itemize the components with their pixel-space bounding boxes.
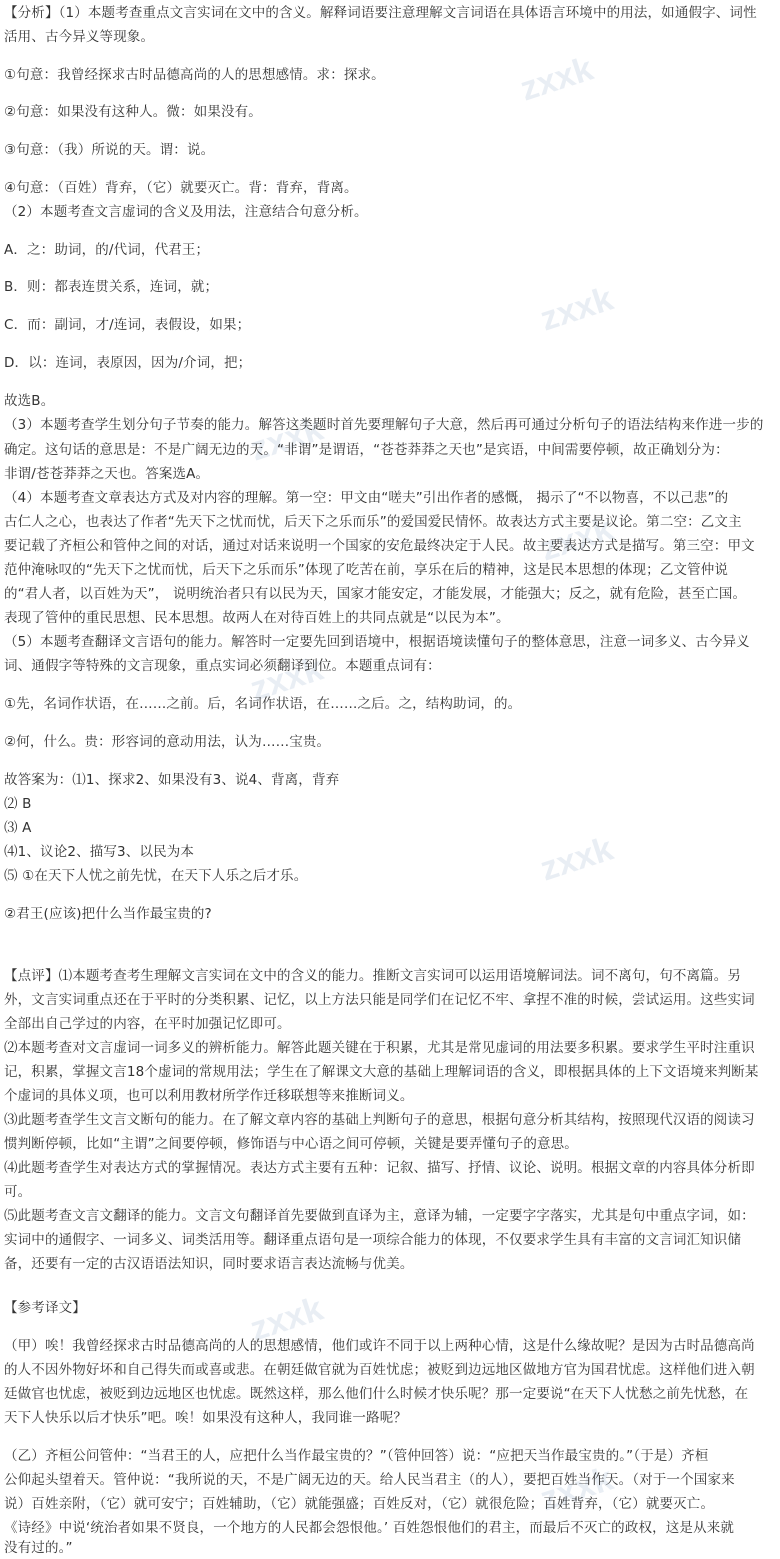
- watermark: zxxk: [515, 49, 598, 109]
- watermark: zxxk: [535, 509, 618, 569]
- text-line: 的人不因外物好坏和自己得失而或喜或悲。在朝廷做官就为百姓忧虑；被贬到边远地区做地方官为国君忧虑。这样他们进入朝: [4, 1362, 755, 1378]
- text-line: 活用、古今异义等现象。: [4, 29, 155, 45]
- option-b: B．则：都表连贯关系，连词，就；: [4, 279, 219, 295]
- text-line: （乙）齐桓公问管仲：“当君王的人，应把什么当作最宝贵的？”（管仲回答）说：“应把天当作最宝贵的。”（于是）齐桓: [4, 1448, 709, 1464]
- answer-line: ⑸ ①在天下人忧之前先忧，在天下人乐之后才乐。: [4, 868, 308, 884]
- option-c: C．而：副词，才/连词，表假设，如果；: [4, 317, 251, 333]
- text-line: ②句意：如果没有这种人。微：如果没有。: [4, 104, 262, 120]
- text-line: ③句意：（我）所说的天。谓：说。: [4, 142, 215, 158]
- text-line: 《诗经》中说‘统治者如果不贤良，一个地方的人民都会怨恨他。’ 百姓怨恨他们的君主，而最后不灭亡的政权，这是从来就: [4, 1520, 735, 1536]
- text-line: 公仰起头望着天。管仲说：“我所说的天，不是广阔无边的天。给人民当君主（的人），要把百姓当作天。（对于一个国家来: [4, 1472, 735, 1488]
- text-line: ①句意：我曾经探求古时品德高尚的人的思想感情。求：探求。: [4, 67, 385, 83]
- watermark: zxxk: [535, 279, 618, 339]
- watermark: zxxk: [245, 1289, 328, 1349]
- text-line: 范仲淹咏叹的“先天下之忧而忧，后天下之乐而乐”体现了吃苦在前，享乐在后的精神，这是民本思想的体现；乙文管仲说: [4, 562, 729, 578]
- text-line: 个虚词的具体义项，也可以利用教材所学作迁移联想等来推断词义。: [4, 1088, 414, 1104]
- text-line: 记，积累，掌握文言18个虚词的常规用法；学生在了解课文大意的基础上理解词语的含义，即根据具体的上下文语境来判断某: [4, 1064, 759, 1080]
- text-line: ⑵本题考查对文言虚词一词多义的辨析能力。解答此题关键在于积累，尤其是常见虚词的用法要多积累。要求学生平时注重识: [4, 1040, 755, 1056]
- text-line: 惯判断停顿，比如“主谓”之间要停顿，修饰语与中心语之间可停顿，关键是要弄懂句子的意思。: [4, 1136, 578, 1152]
- text-line: 可。: [4, 1184, 32, 1200]
- text-line: 非谓/苍苍莽莽之天也。答案选A。: [4, 466, 210, 482]
- text-line: 故选B。: [4, 393, 55, 409]
- text-line: （3）本题考查学生划分句子节奏的能力。解答这类题时首先要理解句子大意，然后再可通过分析句子的语法结构来作进一步的: [4, 417, 764, 433]
- text-line: 全部出自己学过的内容，在平时加强记忆即可。: [4, 1016, 291, 1032]
- text-line: 天下人快乐以后才快乐”吧。唉！如果没有这种人，我同谁一路呢？: [4, 1410, 407, 1426]
- text-line: 备，还要有一定的古汉语语法知识，同时要求语言表达流畅与优美。: [4, 1256, 414, 1272]
- text-line: 古仁人之心，也表达了作者“先天下之忧而忧，后天下之乐而乐”的爱国爱民情怀。故表达方式主要是议论。第二空：乙文主: [4, 514, 742, 530]
- text-line: ⑶此题考查学生文言文断句的能力。在了解文章内容的基础上判断句子的意思，根据句意分析其结构，按照现代汉语的阅读习: [4, 1112, 755, 1128]
- comment-heading-line: 【点评】⑴本题考查考生理解文言实词在文中的含义的能力。推断文言实词可以运用语境解词法。词不离句，句不离篇。另: [4, 968, 742, 984]
- watermark: zxxk: [245, 649, 328, 709]
- text-line: 说）百姓亲附，（它）就可安宁；百姓辅助，（它）就能强盛；百姓反对，（它）就很危险；百姓背弃，（它）就要灭亡。: [4, 1496, 715, 1512]
- answer-line: ⑵ B: [4, 796, 32, 812]
- option-a: A．之：助词，的/代词，代君王；: [4, 242, 210, 258]
- text-line: 词、通假字等特殊的文言现象，重点实词必须翻译到位。本题重点词有：: [4, 658, 441, 674]
- watermark: zxxk: [535, 1459, 618, 1519]
- option-d: D．以：连词，表原因，因为/介词，把；: [4, 355, 252, 371]
- text-line: 确定。这句话的意思是：不是广阔无边的天。“非谓”是谓语，“苍苍莽莽之天也”是宾语，中间需要停顿，故正确划分为：: [4, 442, 729, 458]
- text-line: ②何，什么。贵：形容词的意动用法，认为……宝贵。: [4, 734, 331, 750]
- text-line: （4）本题考查文章表达方式及对内容的理解。第一空：甲文由“嗟夫”引出作者的感慨， 揭示了“不以物喜，不以己悲”的: [4, 490, 729, 506]
- text-line: （甲）唉！我曾经探求古时品德高尚的人的思想感情，他们或许不同于以上两种心情，这是什么缘故呢？是因为古时品德高尚: [4, 1338, 755, 1354]
- answer-line: ⑶ A: [4, 820, 32, 836]
- text-line: ④句意：（百姓）背弃，（它）就要灭亡。背：背弃，背离。: [4, 180, 358, 196]
- text-line: ⑸此题考查文言文翻译的能力。文言文句翻译首先要做到直译为主，意译为辅，一定要字字落实，尤其是句中重点字词，如：: [4, 1208, 755, 1224]
- text-line: 的“君人者，以百姓为天”， 说明统治者只有以民为天，国家才能安定，才能发展，才能强大；反之，就有危险，甚至亡国。: [4, 586, 747, 602]
- text-line: ⑷此题考查学生对表达方式的掌握情况。表达方式主要有五种：记叙、描写、抒情、议论、说明。根据文章的内容具体分析即: [4, 1160, 755, 1176]
- text-line: 外，文言实词重点还在于平时的分类积累、记忆，以上方法只能是同学们在记忆不牢、拿捏不准的时候，尝试运用。这些实词: [4, 992, 755, 1008]
- text-line: 没有过的。”: [4, 1540, 73, 1556]
- text-line: 实词中的通假字、一词多义、词类活用等。翻译重点语句是一项综合能力的体现，不仅要求学生具有丰富的文言词汇知识储: [4, 1232, 742, 1248]
- text-line: （5）本题考查翻译文言语句的能力。解答时一定要先回到语境中，根据语境读懂句子的整体意思，注意一词多义、古今异义: [4, 634, 750, 650]
- watermark: zxxk: [535, 829, 618, 889]
- analysis-heading-line: 【分析】（1）本题考查重点文言实词在文中的含义。解释词语要注意理解文言词语在具体语言环境中的用法，如通假字、词性: [4, 5, 757, 21]
- text-line: 表现了管仲的重民思想、民本思想。故两人在对待百姓上的共同点就是“以民为本”。: [4, 610, 510, 626]
- translation-heading: 【参考译文】: [4, 1300, 86, 1316]
- text-line: ①先，名词作状语，在……之前。后，名词作状语，在……之后。之，结构助词，的。: [4, 696, 522, 712]
- text-line: 廷做官也忧虑，被贬到边远地区也忧虑。既然这样，那么他们什么时候才快乐呢？那一定要说“在天下人忧愁之前先忧愁，在: [4, 1386, 749, 1402]
- text-line: 要记载了齐桓公和管仲之间的对话，通过对话来说明一个国家的安危最终决定于人民。故主要表达方式是描写。第三空：甲文: [4, 538, 755, 554]
- answer-line: 故答案为：⑴1、探求2、如果没有3、说4、背离，背弃: [4, 772, 340, 788]
- text-line: （2）本题考查文言虚词的含义及用法，注意结合句意分析。: [4, 204, 368, 220]
- answer-line: ⑷1、议论2、描写3、以民为本: [4, 844, 195, 860]
- answer-line: ②君王(应该)把什么当作最宝贵的?: [4, 906, 212, 922]
- watermark: zxxk: [245, 409, 328, 469]
